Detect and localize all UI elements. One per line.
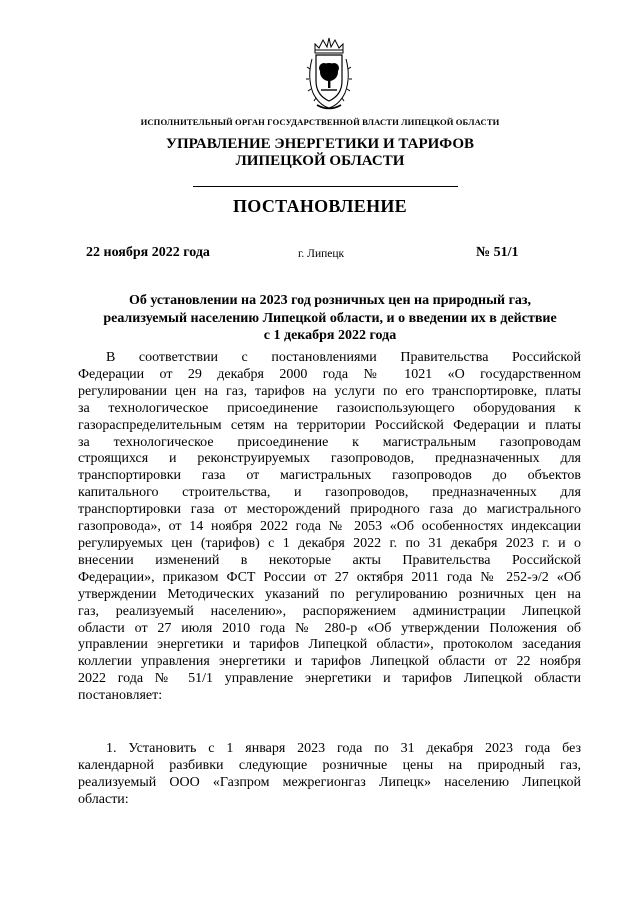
paragraph-line: календарной разбивки следующие розничные цены на природный газ, [78,757,581,773]
paragraph-line: постановляет: [78,688,163,704]
paragraph-line: 1. Установить с 1 января 2023 года по 31 декабря 2023 года без [106,741,581,756]
heading-line: с 1 декабря 2022 года [263,328,397,343]
paragraph-line: Федерации от 29 декабря 2000 года № 1021 «О государственном [78,366,581,382]
paragraph-line: за технологическое присоединение газоиспользующего оборудования к [78,400,581,416]
paragraph-line: газопровода», от 14 ноября 2022 года № 2053 «Об особенностях индексации [78,519,581,535]
paragraph-line: внесении изменений в некоторые акты Правительства Российской [78,552,581,568]
paragraph-line: области: [78,791,129,807]
paragraph-line: газораспределительным сетям на территории Российской Федерации и платы [78,417,581,433]
coat-of-arms-emblem [299,35,359,113]
paragraph-line: за технологическое присоединение к магистральным газопроводам [78,434,581,450]
paragraph-line: области от 27 июля 2010 года № 280-р «Об утверждении Положения об [78,620,581,636]
heading-line: реализуемый населению Липецкой области, и о введении их в действие [103,310,557,326]
preamble-paragraph [78,350,581,705]
paragraph-line: управлении энергетики и тарифов Липецкой области», протоколом заседания [78,637,581,653]
document-date: 22 ноября 2022 года [86,245,210,260]
header-divider [193,186,458,187]
ribbon-icon [317,105,341,109]
paragraph-line: транспортировки газа от месторождений природного газа до магистрального [78,502,581,518]
paragraph-line: В соответствии с постановлениями Правительства Российской [106,350,581,365]
paragraph-line: 2022 года № 51/1 управление энергетики и тарифов Липецкой области [78,671,581,687]
crown-icon [315,38,343,53]
resolution-heading [60,292,600,345]
paragraph-line: реализуемый ООО «Газпром межрегионгаз Липецк» населению Липецкой [78,774,581,790]
paragraph-line: регулировании цен на газ, тарифов на услуги по его транспортировке, платы [78,383,581,399]
paragraph-line: газ, реализуемый населению», распоряжением администрации Липецкой [78,603,581,619]
department-name-line: ЛИПЕЦКОЙ ОБЛАСТИ [235,153,405,169]
issuing-authority-line: ИСПОЛНИТЕЛЬНЫЙ ОРГАН ГОСУДАРСТВЕННОЙ ВЛАСТИ ЛИПЕЦКОЙ ОБЛАСТИ [140,117,500,127]
document-type-title: ПОСТАНОВЛЕНИЕ [233,196,407,216]
paragraph-line: транспортировки газа от магистральных газопроводов до объектов [78,468,581,484]
document-city: г. Липецк [298,248,345,260]
paragraph-line: регулируемых цен (тарифов) с 1 декабря 2022 г. по 31 декабря 2023 г. и о [78,535,581,551]
document-number: № 51/1 [476,245,519,260]
paragraph-line: утверждении Методических указаний по регулированию розничных цен на [78,586,581,602]
paragraph-line: капитального строительства, и газопроводов, предназначенных для [78,485,581,501]
paragraph-line: Федерации», приказом ФСТ России от 27 октября 2011 года № 252-э/2 «Об [78,569,581,585]
department-name-line: УПРАВЛЕНИЕ ЭНЕРГЕТИКИ И ТАРИФОВ [165,136,475,152]
department-name [0,136,640,170]
heading-line: Об установлении на 2023 год розничных цен на природный газ, [128,293,532,308]
paragraph-line: коллегии управления энергетики и тарифов Липецкой области от 22 ноября [78,654,581,670]
paragraph-line: строящихся и реконструируемых газопроводов, предназначенных для [78,451,581,467]
clause-1-paragraph [78,741,581,809]
